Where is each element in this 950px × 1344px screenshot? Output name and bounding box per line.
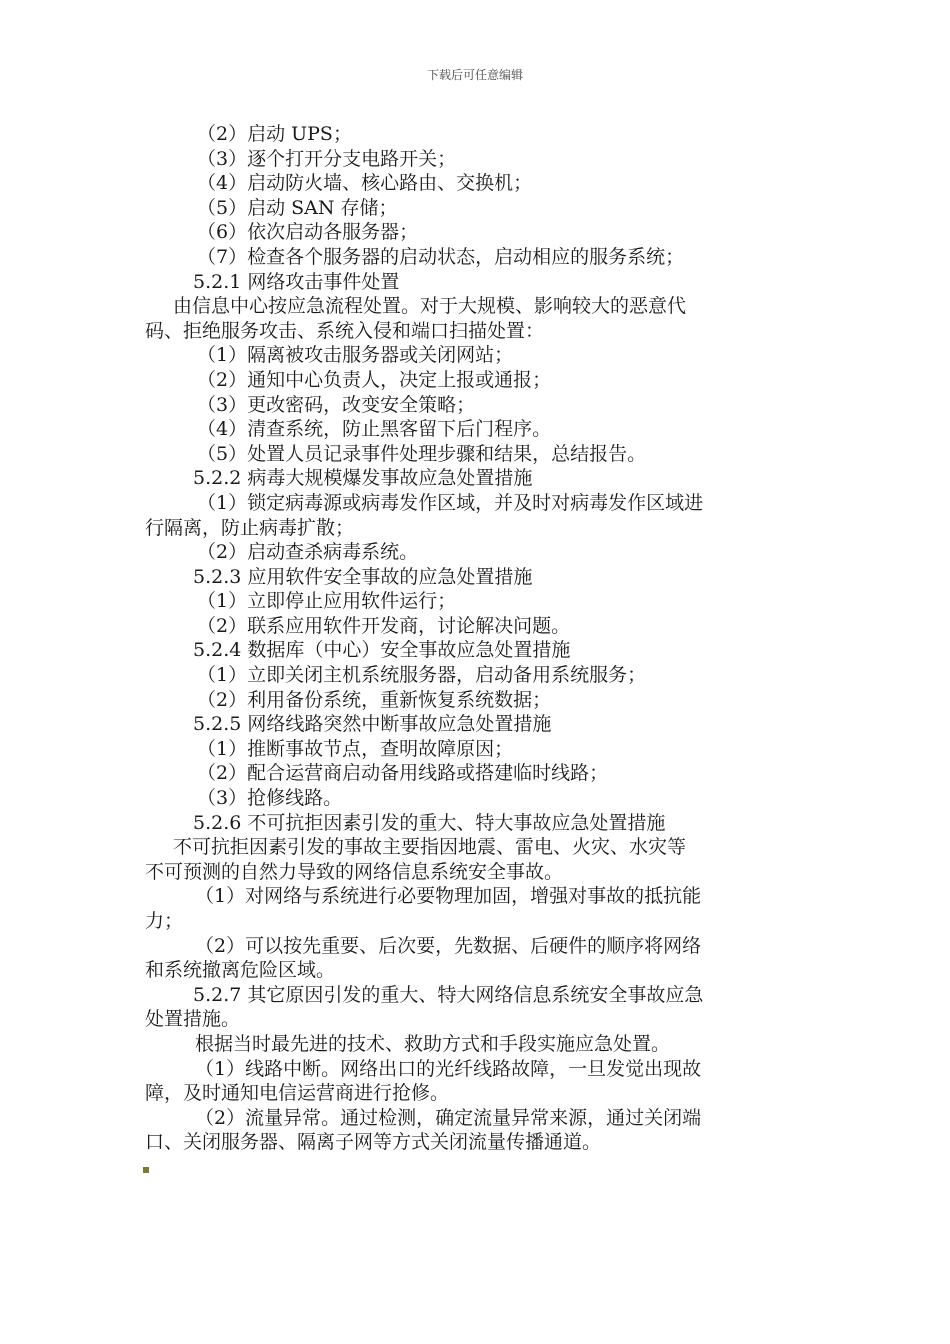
text-line: （2）配合运营商启动备用线路或搭建临时线路； <box>197 762 609 785</box>
text-line: （1）对网络与系统进行必要物理加固，增强对事故的抵抗能 <box>195 885 702 908</box>
text-line: （7）检查各个服务器的启动状态，启动相应的服务系统； <box>197 245 685 268</box>
text-line: （4）启动防火墙、核心路由、交换机； <box>197 172 533 195</box>
text-line: 5.2.3 应用软件安全事故的应急处置措施 <box>193 565 533 588</box>
text-line: （6）依次启动各服务器； <box>197 221 419 244</box>
text-line: 根据当时最先进的技术、救助方式和手段实施应急处置。 <box>195 1032 671 1055</box>
text-line: （3）更改密码，改变安全策略； <box>197 393 476 416</box>
text-line: 由信息中心按应急流程处置。对于大规模、影响较大的恶意代 <box>173 295 687 318</box>
text-line: （1）推断事故节点，查明故障原因； <box>197 737 514 760</box>
text-line: （2）启动 UPS； <box>197 123 352 145</box>
text-line: （4）清查系统，防止黑客留下后门程序。 <box>197 418 552 441</box>
text-line: （1）线路中断。网络出口的光纤线路故障，一旦发觉出现故 <box>195 1057 702 1080</box>
text-line: （1）立即关闭主机系统服务器，启动备用系统服务； <box>197 664 647 687</box>
text-line: 口、关闭服务器、隔离子网等方式关闭流量传播通道。 <box>145 1131 602 1154</box>
text-line: （3）抢修线路。 <box>197 787 343 810</box>
text-line: （1）隔离被攻击服务器或关闭网站； <box>197 344 514 367</box>
text-line: 5.2.6 不可抗拒因素引发的重大、特大事故应急处置措施 <box>193 811 666 834</box>
text-line: 5.2.7 其它原因引发的重大、特大网络信息系统安全事故应急 <box>193 983 704 1006</box>
text-line: 行隔离，防止病毒扩散； <box>145 516 355 539</box>
text-line: （2）利用备份系统，重新恢复系统数据； <box>197 688 552 711</box>
text-line: 处置措施。 <box>145 1008 241 1031</box>
text-line: （1）锁定病毒源或病毒发作区域，并及时对病毒发作区域进 <box>197 491 704 514</box>
text-line: （1）立即停止应用软件运行； <box>197 590 457 613</box>
text-line: （2）可以按先重要、后次要，先数据、后硬件的顺序将网络 <box>195 934 702 957</box>
text-line: （2）通知中心负责人，决定上报或通报； <box>197 368 552 391</box>
text-line: （5）启动 SAN 存储； <box>197 196 398 219</box>
text-line: （2）流量异常。通过检测，确定流量异常来源，通过关闭端 <box>195 1106 702 1129</box>
text-line: 力； <box>145 910 184 932</box>
text-line: （2）联系应用软件开发商，讨论解决问题。 <box>197 614 571 637</box>
text-line: （3）逐个打开分支电路开关； <box>197 147 457 170</box>
page-header-note: 下载后可任意编辑 <box>426 68 523 82</box>
text-line: 障，及时通知电信运营商进行抢修。 <box>145 1082 450 1105</box>
document-body <box>145 122 805 1155</box>
end-marker <box>143 1167 149 1173</box>
text-line: 码、拒绝服务攻击、系统入侵和端口扫描处置： <box>145 319 545 342</box>
text-line: 5.2.1 网络攻击事件处置 <box>193 270 400 293</box>
text-line: 不可预测的自然力导致的网络信息系统安全事故。 <box>145 860 564 883</box>
text-line: （5）处置人员记录事件处理步骤和结果，总结报告。 <box>197 442 647 465</box>
text-line: （2）启动查杀病毒系统。 <box>197 541 419 564</box>
text-line: 5.2.4 数据库（中心）安全事故应急处置措施 <box>193 639 571 662</box>
text-line: 5.2.5 网络线路突然中断事故应急处置措施 <box>193 713 552 736</box>
text-line: 不可抗拒因素引发的事故主要指因地震、雷电、火灾、水灾等 <box>173 836 687 859</box>
text-line: 5.2.2 病毒大规模爆发事故应急处置措施 <box>193 467 533 490</box>
text-line: 和系统撤离危险区域。 <box>145 959 336 982</box>
